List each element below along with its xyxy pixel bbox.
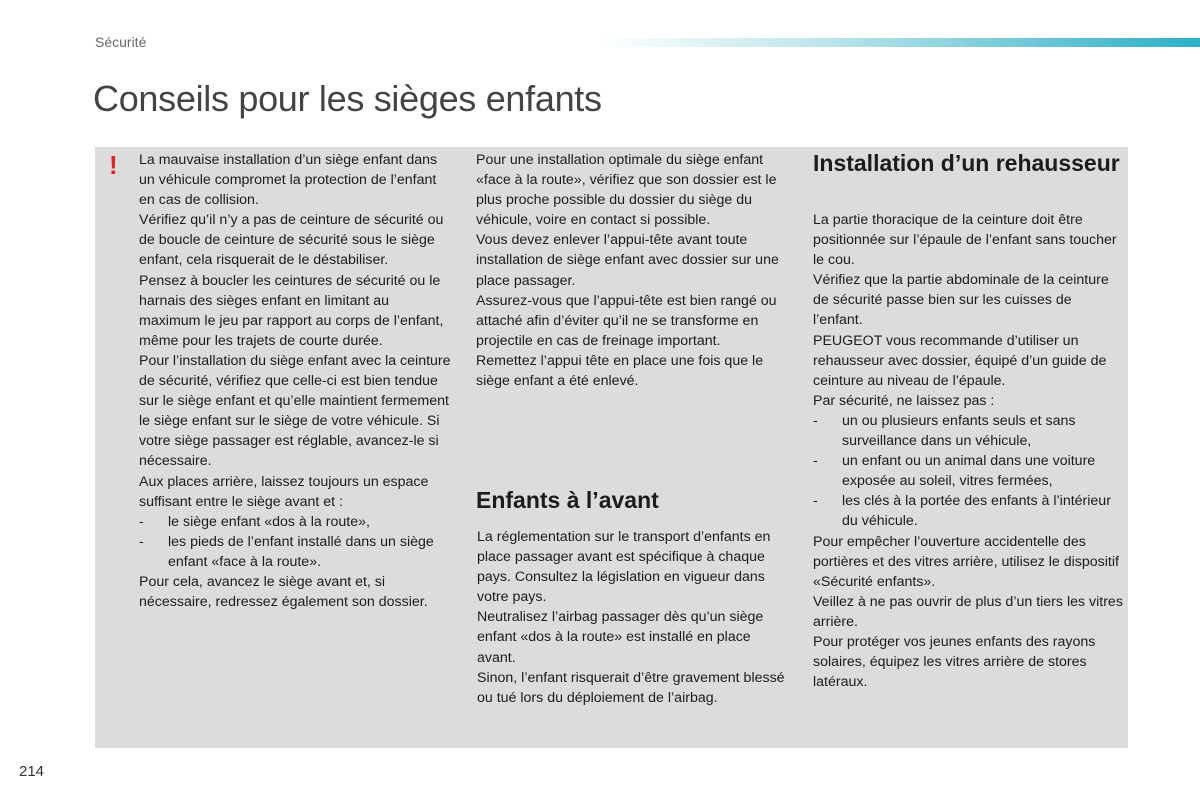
list-item xyxy=(813,411,1125,451)
paragraph: Pensez à boucler les ceintures de sécurité ou le harnais des sièges enfant en limitant au maximum le jeu par rapport au corps de l’enfant, même pour les trajets de courte durée. xyxy=(139,272,444,349)
bullet-dash: - xyxy=(139,513,144,530)
list-item xyxy=(139,512,451,532)
paragraph: PEUGEOT vous recommande d’utiliser un rehausseur avec dossier, équipé d’un guide de ceinture au niveau de l’épaule. xyxy=(813,332,1107,389)
bullet-dash: - xyxy=(139,533,144,550)
page-number: 214 xyxy=(19,763,45,780)
paragraph: Remettez l’appui tête en place une fois que le siège enfant a été enlevé. xyxy=(476,352,764,390)
enfants-avant-heading: Enfants à l’avant xyxy=(476,487,659,513)
paragraph: Pour l’installation du siège enfant avec la ceinture de sécurité, vérifiez que celle-ci est bien tendue sur le siège enfant et qu’elle maintient fermement le siège enfant sur le siège de votre véhicule. Si votre siège passager est réglable, avancez-le si nécessaire. xyxy=(139,352,451,470)
bullet-dash: - xyxy=(813,493,818,510)
paragraph: Neutralisez l’airbag passager dès qu’un siège enfant «dos à la route» est installé en place avant. xyxy=(477,609,764,666)
paragraph: La partie thoracique de la ceinture doit être positionnée sur l’épaule de l’enfant sans toucher le cou. xyxy=(813,212,1117,269)
paragraph: Sinon, l’enfant risquerait d’être gravement blessé ou tué lors du déploiement de l’airbag. xyxy=(477,669,785,706)
installation-column xyxy=(476,150,786,391)
list-item-text: un ou plusieurs enfants seuls et sans surveillance dans un véhicule, xyxy=(842,412,1076,450)
enfants-avant-section xyxy=(477,527,787,708)
paragraph: Aux places arrière, laissez toujours un espace suffisant entre le siège avant et : xyxy=(139,473,429,510)
paragraph: Vérifiez que la partie abdominale de la ceinture de sécurité passe bien sur les cuisses de l’enfant. xyxy=(813,272,1109,329)
header-accent-bar xyxy=(600,38,1200,47)
list-item xyxy=(813,491,1125,531)
paragraph: La réglementation sur le transport d’enfants en place passager avant est spécifique à chaque pays. Consultez la législation en vigueur dans votre pays. xyxy=(477,529,771,606)
list-item xyxy=(139,532,451,572)
paragraph: Pour cela, avancez le siège avant et, si nécessaire, redressez également son dossier. xyxy=(139,573,428,611)
paragraph: La mauvaise installation d’un siège enfant dans un véhicule compromet la protection de l’enfant en cas de collision. xyxy=(139,152,438,209)
list-item-text: les pieds de l’enfant installé dans un siège enfant «face à la route». xyxy=(168,533,434,570)
paragraph: Par sécurité, ne laissez pas : xyxy=(813,392,995,409)
paragraph: Pour empêcher l’ouverture accidentelle des portières et des vitres arrière, utilisez le dispositif «Sécurité enfants». xyxy=(813,533,1119,590)
list-item xyxy=(813,451,1125,491)
warning-icon: ! xyxy=(109,150,118,180)
paragraph: Pour protéger vos jeunes enfants des rayons solaires, équipez les vitres arrière de stores latéraux. xyxy=(813,633,1096,691)
warning-column xyxy=(139,150,451,612)
paragraph: Vérifiez qu’il n’y a pas de ceinture de sécurité ou de boucle de ceinture de sécurité sous le siège enfant, cela risquerait de le déstabiliser. xyxy=(139,212,444,269)
section-label: Sécurité xyxy=(95,34,147,50)
list-item-text: le siège enfant «dos à la route», xyxy=(168,513,370,530)
bullet-dash: - xyxy=(813,412,818,429)
rehausseur-section xyxy=(813,210,1125,692)
list-item-text: un enfant ou un animal dans une voiture exposée au soleil, vitres fermées, xyxy=(842,453,1096,490)
rehausseur-heading: Installation d’un rehausseur xyxy=(813,150,1120,176)
list-item-text: les clés à la portée des enfants à l’intérieur du véhicule. xyxy=(842,493,1111,530)
bullet-dash: - xyxy=(813,453,818,470)
paragraph: Pour une installation optimale du siège enfant «face à la route», vérifiez que son dossier est le plus proche possible du dossier du siège du véhicule, voire en contact si possible. xyxy=(476,152,777,229)
paragraph: Assurez-vous que l’appui-tête est bien rangé ou attaché afin d’éviter qu’il ne se transforme en projectile en cas de freinage important. xyxy=(476,292,777,349)
paragraph: Vous devez enlever l’appui-tête avant toute installation de siège enfant avec dossier sur une place passager. xyxy=(476,232,779,289)
page-title: Conseils pour les sièges enfants xyxy=(93,78,602,119)
paragraph: Veillez à ne pas ouvrir de plus d’un tiers les vitres arrière. xyxy=(813,593,1123,630)
